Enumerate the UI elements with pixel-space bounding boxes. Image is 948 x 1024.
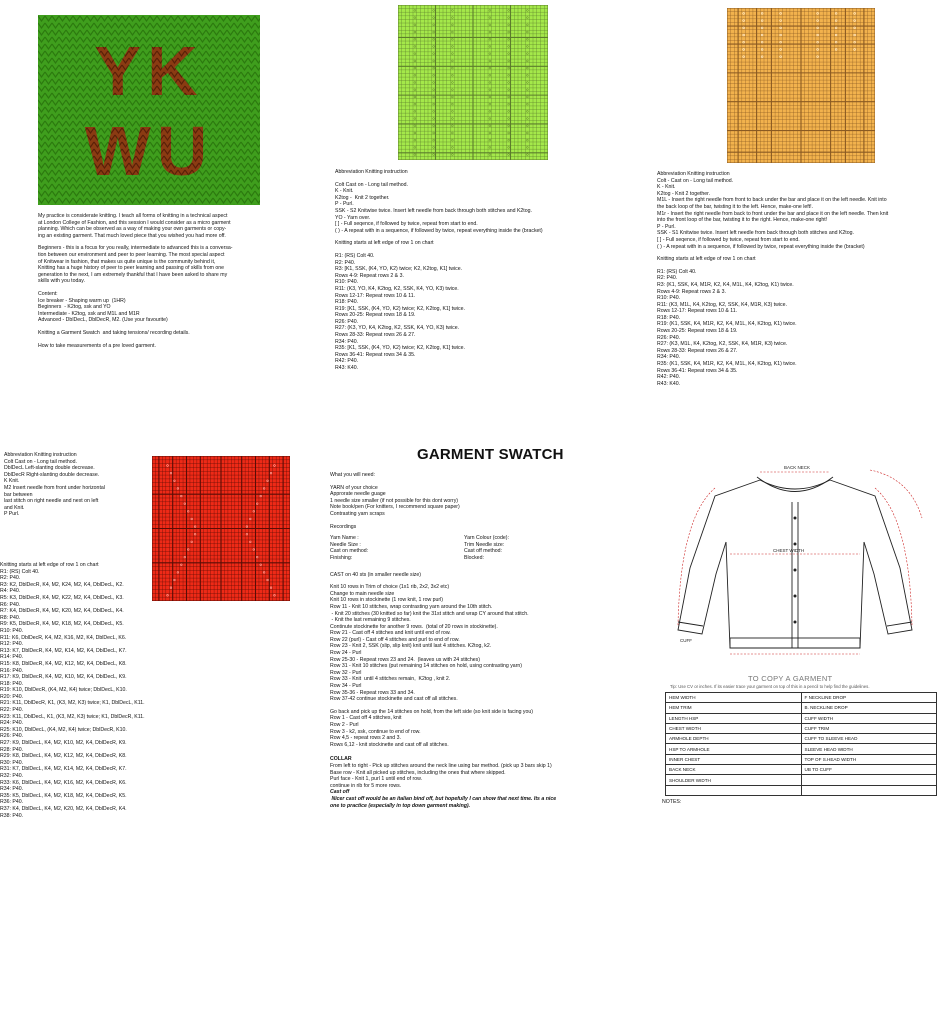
cardigan-sketch xyxy=(660,458,930,670)
row-line: R19: K10, DblDecR, (K4, M2, K4) twice; DblDecL, K10. xyxy=(0,687,127,694)
instruction-line: R19: [K1, SSK, (K4, YO, K2) twice; K2, K2tog, K1] twice. xyxy=(335,305,465,312)
instruction-line: R42: P40. xyxy=(657,374,681,381)
m1-instructions xyxy=(657,171,947,387)
swatch-line: - Knit the last remaining 9 stitches. xyxy=(330,617,411,624)
swatch-line: Rows 6,12 - knit stockinette and cast off all stitches. xyxy=(330,741,449,748)
instruction-line: R26: P40. xyxy=(335,318,359,325)
instruction-line: P - Purl. xyxy=(335,201,354,208)
row-line: Knitting starts at left edge of row 1 on chart xyxy=(0,562,99,568)
measurement-left[interactable]: HEM TRIM xyxy=(666,703,802,713)
row-line: R12: P40. xyxy=(0,641,24,648)
instruction-line: into the front loop of the bar, twisting it to the right. Hence, make-one right! xyxy=(657,217,828,224)
swatch-line: Row 1 - Cast off 4 stitches, knit xyxy=(330,715,402,722)
cast-off-heading: Cast off xyxy=(330,789,350,796)
intro-line: ing an existing garment. That much loved piece that you wished you had more off. xyxy=(38,232,226,239)
instruction-line: R19: (K1, SSK, K4, M1R, K2, K4, M1L, K4, K2tog, K1) twice. xyxy=(657,321,797,328)
cast-off-note xyxy=(330,796,630,809)
instruction-line: Rows 36-41: Repeat rows 34 & 35. xyxy=(657,367,738,374)
intro-paragraph xyxy=(38,330,270,337)
row-line: R15: K8, DblDecR, K4, M2, K12, M2, K4, DblDecL, K8. xyxy=(0,660,127,667)
measurement-left[interactable]: HEM WIDTH xyxy=(666,693,802,703)
row-line: R26: P40. xyxy=(0,733,24,740)
measurement-row xyxy=(666,703,937,713)
label-cuff: CUFF xyxy=(680,638,692,643)
recordings-right xyxy=(464,535,614,561)
collar-heading: COLLAR xyxy=(330,756,352,763)
measurement-left[interactable]: INNER CHEST xyxy=(666,754,802,764)
measurement-row xyxy=(666,775,937,785)
instruction-line: K2tog - Knit 2 together. xyxy=(657,190,711,197)
recordings-left xyxy=(330,535,464,561)
instruction-line: R1: (RS) Colt 40. xyxy=(335,252,375,259)
swatch-line: Row 24 - Purl xyxy=(330,650,362,657)
intro-line: How to take measurements of a pre loved garment. xyxy=(38,342,156,349)
instruction-line: Rows 4-9: Repeat rows 2 & 3. xyxy=(657,288,726,295)
intro-paragraph xyxy=(38,291,270,324)
swatch-line: Row 35-36 - Repeat rows 33 and 34. xyxy=(330,689,415,696)
measurement-right[interactable]: F NECKLINE DROP xyxy=(801,693,937,703)
yk-wu-knit-chart xyxy=(38,15,260,205)
measurement-row xyxy=(666,744,937,754)
swatch-line: Continute stockinette for another 9 rows. (total of 20 rows in stockinette). xyxy=(330,623,498,630)
instruction-line: Abbreviation Knitting instruction xyxy=(657,171,730,177)
swatch-line: Row 32 - Purl xyxy=(330,669,362,676)
row-line: R10: P40. xyxy=(0,627,24,634)
label-chest-width: CHEST WIDTH xyxy=(773,548,805,553)
red-abbreviations xyxy=(4,452,149,518)
collar-line: Purl face - Knit 1, purl 1 until end of row. xyxy=(330,776,422,783)
row-line: R28: P40. xyxy=(0,746,24,753)
abbreviation-line: and Knit. xyxy=(4,504,25,511)
swatch-line: Row 4,5 - repeat rows 2 and 3. xyxy=(330,735,401,742)
row-line: R30: P40. xyxy=(0,759,24,766)
instruction-line: ( ) - A repeat with in a sequence, if followed by twice, repeat everything inside the (bracket) xyxy=(657,243,865,250)
swatch-line: Knit 10 rows in stockinette (1 row knit, 1 row purl) xyxy=(330,597,444,604)
measurement-right[interactable]: CUFF TO SLEEVE HEAD xyxy=(801,734,937,744)
intro-paragraph xyxy=(38,343,270,350)
recording-label: Needle Size : xyxy=(330,541,361,548)
recording-label: Finishing: xyxy=(330,554,353,561)
measurement-row xyxy=(666,754,937,764)
intro-line: Knitting a Garment Swatch and taking tensions/ recording details. xyxy=(38,329,190,336)
intro-line: of Knitwear in fashion, that makes us quite unique is the community behind it, xyxy=(38,258,216,265)
measurement-right[interactable] xyxy=(801,785,937,795)
measurement-row xyxy=(666,713,937,723)
row-line: R5: K3, DblDecR, K4, M2, K22, M2, K4, DblDecL, K3. xyxy=(0,594,124,601)
row-line: R4: P40. xyxy=(0,588,21,595)
garment-swatch-section xyxy=(330,446,630,809)
row-line: R36: P40. xyxy=(0,799,24,806)
measurement-right[interactable]: B. NECKLINE DROP xyxy=(801,703,937,713)
swatch-line: Row 22 (purl) - Cast off 4 stitches and purl to end of row. xyxy=(330,636,460,643)
measurement-left[interactable]: BACK NECK xyxy=(666,765,802,775)
copy-garment-tip: Tip: Use CV or inches. If its easier trace your garment on top of this in a pencil to help find the guidelines. xyxy=(670,684,870,689)
row-line: R34: P40. xyxy=(0,786,24,793)
instruction-line: K - Knit. xyxy=(657,184,676,191)
instruction-line: R3: (K1, SSK, K4, M1R, K2, K4, M1L, K4, K2tog, K1) twice. xyxy=(657,281,794,288)
row-line: R17: K9, DblDecR, K4, M2, K10, M2, K4, DblDecL, K9. xyxy=(0,674,127,681)
instruction-line: the back loop of the bar, twisting it to the left. Hence, make-one left!. xyxy=(657,203,813,210)
abbreviation-line: bar between xyxy=(4,491,33,498)
intro-line: Intermediate - K2tog, ssk and M1L and M1R xyxy=(38,310,140,317)
instruction-line: R43: K40. xyxy=(657,380,681,387)
abbreviation-line: last stitch on right needle and next on left xyxy=(4,498,99,505)
swatch-line: Row 2 - Purl xyxy=(330,722,359,728)
intro-line: Beginners - this is a focus for you really, intermediate to advanced this is a conversa- xyxy=(38,245,233,252)
swatch-line: Knit 10 rows in Trim of choice (1x1 rib, 2x2, 3x2 etc) xyxy=(330,584,450,591)
row-line: R25: K10, DblDecL, (K4, M2, K4) twice; DblDecR, K10. xyxy=(0,726,127,733)
measurement-row xyxy=(666,765,937,775)
swatch-line: 1 needle size smaller (if not possible for this dont worry) xyxy=(330,497,459,504)
instruction-line: [ ] - Full seqence, if followed by twice, repeat from start to end. xyxy=(657,236,800,243)
intro-line: Content: xyxy=(38,290,58,297)
instruction-line: YO - Yarn over. xyxy=(335,214,371,221)
intro-line: generation to the next, I am extremely thankful that I have been asked to share my xyxy=(38,271,228,278)
instruction-line: R26: P40. xyxy=(657,334,681,341)
abbreviation-line: DblDecR Right-slanting double decrease. xyxy=(4,471,100,478)
row-line: R32: P40. xyxy=(0,773,24,779)
instruction-line: R35: (K1, SSK, K4, M1R, K2, K4, M1L, K4, K2tog, K1) twice. xyxy=(657,361,797,368)
instruction-line: Knitting starts at left edge of row 1 on chart xyxy=(657,256,756,263)
copy-garment-title: TO COPY A GARMENT xyxy=(748,674,833,683)
swatch-line: Row 21 - Cast off 4 stitches and knit until end of row. xyxy=(330,630,451,637)
abbreviation-line: K Knit. xyxy=(4,478,20,485)
measurement-right[interactable]: CUFF WIDTH xyxy=(801,713,937,723)
swatch-line: YARN of your choice xyxy=(330,484,378,491)
measurement-left[interactable]: SHOULDER WIDTH xyxy=(666,775,802,785)
chart-letters-yk: YK xyxy=(94,32,204,110)
recording-label: Yarn Name : xyxy=(330,535,359,542)
instruction-line: R11: (K3, YO, K4, K2tog, K2, SSK, K4, YO, K3) twice. xyxy=(335,285,459,292)
swatch-line: - Knit 20 stitches (30 knitted so far) knit the 31st stitch and wrap CY around that stitch. xyxy=(330,610,529,617)
instruction-line: R27: (K3, M1L, K4, K2tog, K2, SSK, K4, M1R, K3) twice. xyxy=(657,341,788,348)
instruction-line: R10: P40. xyxy=(657,295,681,302)
instruction-line: R43: K40. xyxy=(335,365,359,372)
instruction-line: R35: [K1, SSK, (K4, YO, K2) twice; K2, K2tog, K1] twice. xyxy=(335,345,465,352)
intro-line: skills with you today. xyxy=(38,278,85,285)
swatch-line: Note book/pen (For knitters, I recommend square paper) xyxy=(330,504,460,511)
instruction-line: Colt - Cast on - Long tail method. xyxy=(657,177,734,184)
abbreviation-line: P Purl. xyxy=(4,511,20,518)
row-line: R3: K2, DblDecR, K4, M2, K24, M2, K4, DblDecL, K2. xyxy=(0,581,124,588)
measurement-left[interactable]: LENGTH HSP xyxy=(666,713,802,723)
instruction-line: Knitting starts at left edge of row 1 on chart xyxy=(335,240,434,247)
measurement-right[interactable]: SLEEVE HEAD WIDTH xyxy=(801,744,937,754)
measurement-right[interactable] xyxy=(801,775,937,785)
instruction-line: R42: P40. xyxy=(335,358,359,365)
lace-instructions xyxy=(335,169,605,372)
instruction-line: R2: P40. xyxy=(657,275,678,282)
intro-line: Beginners - K2tog, ssk and YO xyxy=(38,304,111,311)
row-line: R18: P40. xyxy=(0,680,24,687)
row-line: R20: P40. xyxy=(0,693,24,700)
row-line: R35: K5, DblDecL, K4, M2, K18, M2, K4, DblDecR, K5. xyxy=(0,792,127,799)
intro-paragraph xyxy=(38,213,270,239)
recording-label: Trim Needle size: xyxy=(464,541,505,548)
measurement-right[interactable]: UB TO CUFF xyxy=(801,765,937,775)
cable-chart-orange xyxy=(727,8,875,163)
swatch-needs xyxy=(330,472,630,530)
instruction-line: R3: [K1, SSK, (K4, YO, K2) twice; K2, K2tog, K1] twice. xyxy=(335,266,463,273)
measurement-row xyxy=(666,734,937,744)
instruction-line: K - Knit. xyxy=(335,188,354,195)
row-line: R14: P40. xyxy=(0,654,24,661)
intro-line: My practice is considerate knitting. I teach all forms of knitting in a technical aspect xyxy=(38,213,228,219)
collar-line: Base row - Knit all picked up stitches, including the ones that where skipped. xyxy=(330,769,506,776)
measurement-left[interactable]: ARMHOLE DEPTH xyxy=(666,734,802,744)
row-line: R27: K9, DblDecL, K4, M2, K10, M2, K4, DblDecR, K9. xyxy=(0,740,127,747)
instruction-line: SSK - S1 Knitwise twice. Insert left needle from back through both stitches and K2tog. xyxy=(657,230,854,237)
instruction-line: Rows 4-9: Repeat rows 2 & 3. xyxy=(335,272,404,279)
swatch-line: Row 3 - k2, ssk, continue to end of row. xyxy=(330,728,421,735)
row-line: R33: K6, DblDecL, K4, M2, K16, M2, K4, DblDecR, K6. xyxy=(0,779,127,786)
instruction-line: Rows 28-33: Repeat rows 26 & 27. xyxy=(657,347,738,354)
instruction-line: ( ) - A repeat with in a sequence, if followed by twice, repeat everything inside the (bracket) xyxy=(335,227,543,234)
chart-letters-wu: WU xyxy=(84,112,214,190)
swatch-steps xyxy=(330,572,630,749)
swatch-line: Row 23 - Knit 2, SSK (slip, slip knit) knit until last 4 stitches. K2tog, k2. xyxy=(330,643,492,650)
intro-line: planning. Which can be observed as a way of making your own garments or copy- xyxy=(38,226,227,233)
row-line: R16: P40. xyxy=(0,667,24,674)
instruction-line: R2: P40. xyxy=(335,259,356,266)
intro-line: Advanced - DblDecL, DblDecR, M2. (Use your favourite) xyxy=(38,317,168,324)
instruction-line: M1L - Insert the right needle from front to back under the bar and place it on the left needle. Knit into xyxy=(657,197,887,204)
intro-line: at London College of Fashion, and this session I would consider as a micro garment xyxy=(38,219,231,226)
swatch-line: Approrate needle guage xyxy=(330,491,386,498)
instruction-line: R27: (K3, YO, K4, K2tog, K2, SSK, K4, YO, K3) twice. xyxy=(335,325,460,332)
swatch-line: Change to main needle size xyxy=(330,590,395,597)
swatch-line: What you will need: xyxy=(330,472,375,478)
instruction-line: M1r - Insert the right needle from back to front under the bar and place it on the left needle. Then knit xyxy=(657,210,889,217)
red-row-instructions xyxy=(0,562,300,819)
instruction-line: R18: P40. xyxy=(335,299,359,306)
instruction-line: Rows 12-17: Repeat rows 10 & 11. xyxy=(657,308,738,315)
collar-line: continue in rib for 5 more rows. xyxy=(330,782,402,789)
measurement-left[interactable]: CHEST WIDTH xyxy=(666,723,802,733)
instruction-line: R34: P40. xyxy=(657,354,681,361)
row-line: R7: K4, DblDecR, K4, M2, K20, M2, K4, DblDecL, K4. xyxy=(0,608,124,615)
instruction-line: SSK - S2 Knitwise twice. Insert left needle from back through both stitches and K2tog. xyxy=(335,207,532,214)
swatch-line: Row 31 - Knit 10 stitches (put remaining 14 stitches on hold, using contrasting yarn) xyxy=(330,663,523,670)
row-line: R6: P40. xyxy=(0,601,21,608)
notes-label: NOTES: xyxy=(662,798,682,805)
row-line: R11: K6, DblDecR, K4, M2, K16, M2, K4, DblDecL, K6. xyxy=(0,634,127,641)
abbreviation-line: Colt Cast on - Long tail method. xyxy=(4,458,77,465)
cast-off-line: one to practice (especially in top down garment making). xyxy=(330,802,471,809)
row-line: R22: P40. xyxy=(0,707,24,714)
recording-label: Blocked: xyxy=(464,554,484,561)
row-line: R29: K8, DblDecL, K4, M2, K12, M2, K4, DblDecR, K8. xyxy=(0,753,127,760)
swatch-line: Row 37-42 continue stockinette and cast off all stitches. xyxy=(330,696,458,703)
row-line: R31: K7, DblDecL, K4, M2, K14, M2, K4, DblDecR, K7. xyxy=(0,766,127,773)
panel-1 xyxy=(38,15,270,375)
cast-off-line: Nicer cast off would be an italian bind off, but hopefully I can show that next time. Its a nice xyxy=(330,795,557,802)
instruction-line: [ ] - Full seqence, if followed by twice, repeat from start to end. xyxy=(335,221,478,228)
row-line: R13: K7, DblDecR, K4, M2, K14, M2, K4, DblDecL, K7. xyxy=(0,647,127,654)
measurement-left[interactable]: HSP TO ARMHOLE xyxy=(666,744,802,754)
swatch-line: CAST on 40 sts (in smaller needle size) xyxy=(330,571,422,578)
measurement-right[interactable]: CUFF TRIM xyxy=(801,723,937,733)
row-line: R37: K4, DblDecL, K4, M2, K20, M2, K4, DblDecR, K4. xyxy=(0,805,127,812)
recording-label: Cast on method: xyxy=(330,548,369,555)
recording-label: Yarn Colour (code): xyxy=(464,535,509,542)
swatch-line: Row 34 - Purl xyxy=(330,683,362,690)
instruction-line: Rows 36-41: Repeat rows 34 & 35. xyxy=(335,351,416,358)
recordings-grid xyxy=(330,535,630,561)
recording-label: Cast off method: xyxy=(464,548,502,555)
row-line: R23: K11, DblDecL, K1, (K3, M2, K3) twice; K1, DblDecR, K11. xyxy=(0,713,145,720)
label-back-neck: BACK NECK xyxy=(784,465,811,470)
abbreviation-line: Abbreviation Knitting instruction xyxy=(4,452,77,458)
lace-chart-green xyxy=(398,5,548,160)
row-line: R9: K5, DblDecR, K4, M2, K18, M2, K4, DblDecL, K5. xyxy=(0,621,124,628)
swatch-line: Row 25-30 - Repeat rows 23 and 24. (leaves us with 24 stitches) xyxy=(330,656,480,663)
instruction-line: Rows 12-17: Repeat rows 10 & 11. xyxy=(335,292,416,299)
measurement-row xyxy=(666,693,937,703)
garment-section xyxy=(660,458,945,806)
instruction-line: Rows 20-25: Repeat rows 18 & 19. xyxy=(657,328,738,335)
instruction-line: Colt Cast on - Long tail method. xyxy=(335,181,408,188)
row-line: R21: K11, DblDecR, K1, (K3, M2, K3) twice; K1, DblDecL, K11. xyxy=(0,700,145,707)
abbreviation-line: M2 Insert needle from front under horizontal xyxy=(4,484,105,491)
instruction-line: K2tog - Knit 2 together. xyxy=(335,194,390,201)
measurement-right[interactable]: TOP OF S.HEAD WIDTH xyxy=(801,754,937,764)
swatch-line: Contrasting yarn scraps xyxy=(330,510,385,517)
swatch-line: Go back and pick up the 14 stitches on hold, from the left side (so knit side is facing you) xyxy=(330,708,533,715)
abbreviation-line: DblDecL Left-slanting double decrease. xyxy=(4,465,95,472)
measurement-row xyxy=(666,723,937,733)
swatch-line: Recordings xyxy=(330,523,357,530)
row-line: R8: P40. xyxy=(0,614,21,621)
swatch-line: Row 11 - Knit 10 stitches, wrap contrasting yarn around the 10th stitch. xyxy=(330,603,493,610)
swatch-title: GARMENT SWATCH xyxy=(417,446,564,463)
intro-paragraph xyxy=(38,245,270,285)
intro-line: Ice breaker - Shaping warm up (1HR) xyxy=(38,297,126,304)
instruction-line: R18: P40. xyxy=(657,314,681,321)
instruction-line: Rows 28-33: Repeat rows 26 & 27. xyxy=(335,332,416,339)
row-line: R2: P40. xyxy=(0,575,21,582)
instruction-line: R1: (RS) Colt 40. xyxy=(657,268,697,275)
row-line: R1: (RS) Colt 40. xyxy=(0,568,40,575)
measurement-left[interactable] xyxy=(666,785,802,795)
instruction-line: R10: P40. xyxy=(335,279,359,286)
collar-steps xyxy=(330,763,630,789)
row-line: R38: P40. xyxy=(0,812,24,819)
measurement-table xyxy=(665,692,937,796)
collar-line: From left to right - Pick up stitches around the neck line using bar method. (pick up 3 bars skip 1) xyxy=(330,762,552,769)
instruction-line: R34: P40. xyxy=(335,338,359,345)
instruction-line: R11: (K3, M1L, K4, K2tog, K2, SSK, K4, M1R, K3) twice. xyxy=(657,301,787,308)
intro-text xyxy=(38,213,270,349)
instruction-line: Rows 20-25: Repeat rows 18 & 19. xyxy=(335,312,416,319)
instruction-line: Abbreviation Knitting instruction xyxy=(335,169,408,175)
row-line: R24: P40. xyxy=(0,720,24,727)
measurement-row xyxy=(666,785,937,795)
swatch-line: Row 33 - Knit until 4 stitches remain, K2tog , knit 2. xyxy=(330,676,451,683)
instruction-line: P - Purl. xyxy=(657,223,676,230)
intro-line: Knitting has a huge history of peer to peer learning and passing of skills from one xyxy=(38,265,224,272)
intro-line: tion between our environment and peer to peer learning. The most special aspect xyxy=(38,251,225,258)
